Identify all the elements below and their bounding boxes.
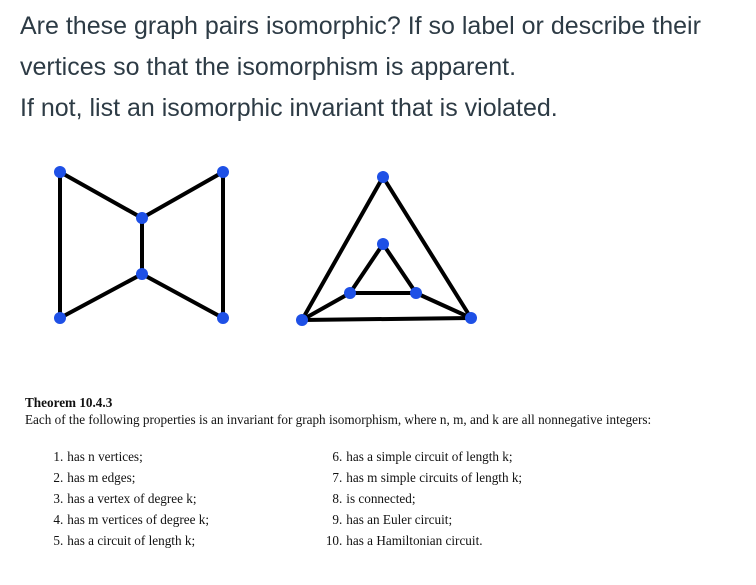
vertex — [465, 312, 477, 324]
list-item: 3. has a vertex of degree k; — [53, 491, 197, 506]
list-item: 6. has a simple circuit of length k; — [332, 449, 513, 464]
question-line-2: vertices so that the isomorphism is apparent. — [20, 53, 517, 81]
question-line-1: Are these graph pairs isomorphic? If so label or describe their — [20, 12, 701, 40]
property-list-right — [324, 446, 522, 551]
edge — [302, 318, 471, 320]
list-item: 7. has m simple circuits of length k; — [332, 470, 523, 485]
edge — [142, 274, 223, 318]
list-item: 8. is connected; — [332, 491, 416, 506]
vertex — [344, 287, 356, 299]
vertex — [217, 312, 229, 324]
graph-pair-figure — [0, 150, 500, 350]
edge — [60, 274, 142, 318]
list-item: 1. has n vertices; — [53, 449, 143, 464]
vertex — [377, 171, 389, 183]
list-item: 10. has a Hamiltonian circuit. — [325, 533, 483, 548]
vertex — [136, 212, 148, 224]
vertex — [54, 166, 66, 178]
vertex — [136, 268, 148, 280]
theorem-statement: Each of the following properties is an invariant for graph isomorphism, where n, m, and k are all nonnegative integers: — [25, 412, 652, 427]
list-item: 9. has an Euler circuit; — [332, 512, 453, 527]
vertex — [410, 287, 422, 299]
vertex — [377, 238, 389, 250]
theorem-title: Theorem 10.4.3 — [25, 395, 113, 410]
left-graph — [54, 166, 229, 324]
question-line-3: If not, list an isomorphic invariant that is violated. — [20, 94, 558, 122]
edge — [383, 244, 416, 293]
vertex — [54, 312, 66, 324]
theorem-block — [25, 394, 750, 428]
right-graph — [296, 171, 477, 326]
vertex — [217, 166, 229, 178]
edge — [142, 172, 223, 218]
list-item: 5. has a circuit of length k; — [53, 533, 196, 548]
edge — [60, 172, 142, 218]
list-item: 4. has m vertices of degree k; — [53, 512, 210, 527]
vertex — [296, 314, 308, 326]
question-text — [20, 6, 750, 129]
edge — [350, 244, 383, 293]
property-list-left — [50, 446, 209, 551]
list-item: 2. has m edges; — [53, 470, 136, 485]
